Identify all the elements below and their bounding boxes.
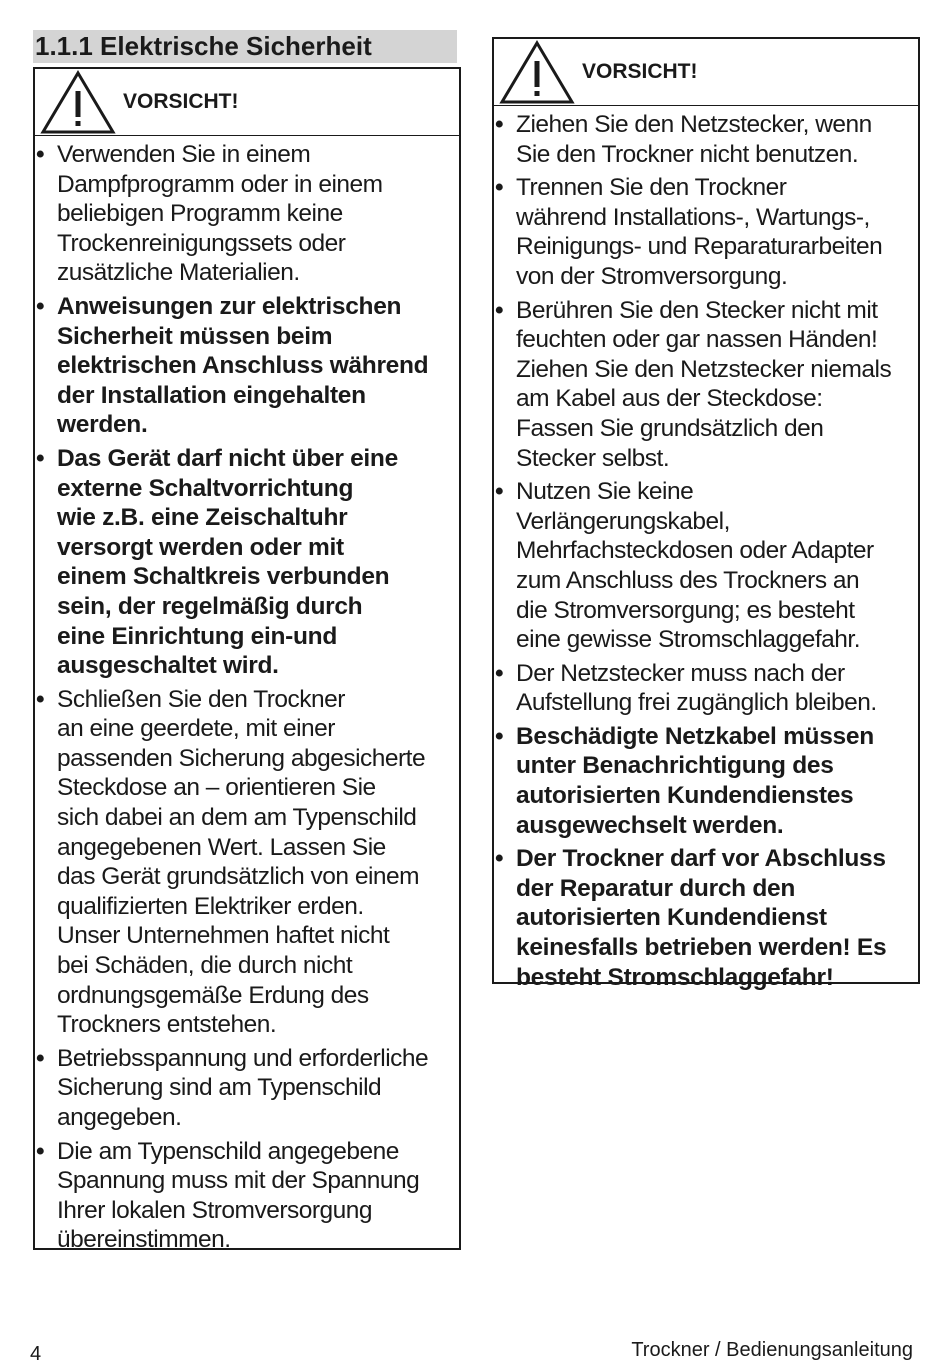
list-item-line: beliebigen Programm keine bbox=[57, 200, 343, 228]
list-item-line: Aufstellung frei zugänglich bleiben. bbox=[516, 689, 877, 717]
list-item-line: von der Stromversorgung. bbox=[516, 262, 788, 290]
list-item-line: einem Schaltkreis verbunden bbox=[57, 563, 390, 591]
warning-triangle-icon bbox=[39, 69, 117, 135]
bullet-icon: • bbox=[36, 1044, 45, 1072]
list-item-line: Die am Typenschild angegebene bbox=[57, 1137, 399, 1165]
list-item-line: Sie den Trockner nicht benutzen. bbox=[516, 140, 859, 168]
list-item-line: passenden Sicherung abgesicherte bbox=[57, 744, 426, 772]
caution-label: VORSICHT! bbox=[123, 90, 239, 113]
list-item-line: Fassen Sie grundsätzlich den bbox=[516, 414, 824, 442]
caution-list bbox=[494, 110, 918, 992]
list-item-line: Sicherung sind am Typenschild bbox=[57, 1074, 382, 1102]
list-item-line: Das Gerät darf nicht über eine bbox=[57, 444, 398, 472]
list-item-line: zum Anschluss des Trockners an bbox=[516, 566, 860, 594]
list-item bbox=[35, 685, 459, 1040]
list-item-line: ordnungsgemäße Erdung des bbox=[57, 981, 369, 1009]
list-item-line: der Installation eingehalten bbox=[57, 381, 366, 409]
list-item-line: qualifizierten Elektriker erden. bbox=[57, 892, 364, 920]
list-item-line: angegebenen Wert. Lassen Sie bbox=[57, 833, 386, 861]
list-item bbox=[35, 444, 459, 681]
list-item-line: werden. bbox=[57, 411, 148, 439]
list-item-line: sich dabei an dem am Typenschild bbox=[57, 804, 417, 832]
list-item bbox=[35, 292, 459, 440]
list-item-line: Verwenden Sie in einem bbox=[57, 141, 311, 168]
list-item-line: autorisierten Kundendienst bbox=[516, 904, 827, 932]
list-item-line: am Kabel aus der Steckdose: bbox=[516, 385, 823, 413]
list-item-line: Steckdose an – orientieren Sie bbox=[57, 774, 376, 802]
list-item bbox=[494, 173, 918, 291]
list-item bbox=[35, 140, 459, 288]
list-item-line: ausgeschaltet wird. bbox=[57, 652, 279, 680]
list-item-line: an eine geerdete, mit einer bbox=[57, 715, 335, 743]
list-item-line: unter Benachrichtigung des bbox=[516, 752, 834, 780]
list-item-line: die Stromversorgung; es besteht bbox=[516, 596, 855, 624]
list-item bbox=[494, 722, 918, 840]
list-item-line: Beschädigte Netzkabel müssen bbox=[516, 722, 874, 750]
list-item-line: Verlängerungskabel, bbox=[516, 507, 730, 535]
bullet-icon: • bbox=[495, 111, 504, 138]
list-item-line: Der Trockner darf vor Abschluss bbox=[516, 845, 886, 873]
list-item-line: Sicherheit müssen beim bbox=[57, 322, 333, 350]
list-item-line: Anweisungen zur elektrischen bbox=[57, 292, 402, 320]
list-item-line: versorgt werden oder mit bbox=[57, 533, 344, 561]
page-number: 4 bbox=[30, 1343, 42, 1365]
bullet-icon: • bbox=[495, 296, 504, 324]
list-item-line: elektrischen Anschluss während bbox=[57, 352, 429, 380]
list-item bbox=[35, 1044, 459, 1133]
list-item-line: Spannung muss mit der Spannung bbox=[57, 1167, 420, 1195]
list-item-line: Trockners entstehen. bbox=[57, 1011, 277, 1039]
bullet-icon: • bbox=[36, 292, 45, 320]
bullet-icon: • bbox=[36, 1137, 45, 1165]
list-item-line: Schließen Sie den Trockner bbox=[57, 685, 345, 713]
list-item-line: Mehrfachsteckdosen oder Adapter bbox=[516, 537, 874, 565]
list-item-line: Reinigungs- und Reparaturarbeiten bbox=[516, 233, 883, 261]
document-title: Trockner / Bedienungsanleitung bbox=[631, 1339, 913, 1361]
list-item bbox=[494, 659, 918, 718]
list-item bbox=[494, 844, 918, 992]
list-item-line: Trockenreinigungssets oder bbox=[57, 229, 346, 257]
bullet-icon: • bbox=[495, 478, 504, 506]
list-item-line: Dampfprogramm oder in einem bbox=[57, 170, 383, 198]
list-item-line: das Gerät grundsätzlich von einem bbox=[57, 863, 420, 891]
list-item-line: feuchten oder gar nassen Händen! bbox=[516, 326, 878, 354]
list-item-line: Ihrer lokalen Stromversorgung bbox=[57, 1196, 373, 1224]
bullet-icon: • bbox=[36, 685, 45, 713]
list-item-line: Der Netzstecker muss nach der bbox=[516, 659, 845, 687]
caution-box-right bbox=[492, 37, 920, 991]
list-item bbox=[494, 110, 918, 169]
caution-header bbox=[494, 39, 918, 106]
bullet-icon: • bbox=[495, 659, 504, 687]
list-item-line: der Reparatur durch den bbox=[516, 874, 795, 902]
caution-header bbox=[35, 69, 459, 136]
warning-triangle-icon bbox=[498, 39, 576, 105]
list-item-line: Betriebsspannung und erforderliche bbox=[57, 1044, 429, 1072]
list-item-line: wie z.B. eine Zeischaltuhr bbox=[57, 504, 348, 532]
list-item-line: sein, der regelmäßig durch bbox=[57, 592, 363, 620]
list-item-line: zusätzliche Materialien. bbox=[57, 259, 300, 287]
list-item-line: Nutzen Sie keine bbox=[516, 478, 694, 506]
list-item-line: eine Einrichtung ein-und bbox=[57, 622, 337, 650]
list-item-line: Trennen Sie den Trockner bbox=[516, 174, 787, 202]
list-item-line: bei Schäden, die durch nicht bbox=[57, 952, 353, 980]
list-item-line: Ziehen Sie den Netzstecker, wenn bbox=[516, 111, 872, 138]
bullet-icon: • bbox=[495, 722, 504, 750]
bullet-icon: • bbox=[36, 444, 45, 472]
list-item-line: keinesfalls betrieben werden! Es bbox=[516, 934, 887, 962]
list-item-line: Stecker selbst. bbox=[516, 444, 670, 472]
caution-list bbox=[35, 140, 459, 1255]
list-item bbox=[494, 477, 918, 655]
bullet-icon: • bbox=[36, 141, 45, 168]
caution-label: VORSICHT! bbox=[582, 60, 698, 83]
section-heading bbox=[33, 30, 457, 63]
list-item-line: übereinstimmen. bbox=[57, 1226, 231, 1254]
list-item-line: angegeben. bbox=[57, 1104, 182, 1131]
list-item-line: besteht Stromschlaggefahr! bbox=[516, 963, 834, 991]
section-heading-text: 1.1.1 Elektrische Sicherheit bbox=[35, 31, 372, 61]
list-item-line: Ziehen Sie den Netzstecker niemals bbox=[516, 355, 892, 383]
list-item-line: Unser Unternehmen haftet nicht bbox=[57, 922, 390, 950]
bullet-icon: • bbox=[495, 174, 504, 202]
list-item bbox=[35, 1137, 459, 1255]
list-item-line: während Installations-, Wartungs-, bbox=[516, 203, 870, 231]
list-item-line: externe Schaltvorrichtung bbox=[57, 474, 354, 502]
list-item bbox=[494, 296, 918, 474]
list-item-line: eine gewisse Stromschlaggefahr. bbox=[516, 626, 861, 654]
list-item-line: Berühren Sie den Stecker nicht mit bbox=[516, 296, 878, 324]
list-item-line: ausgewechselt werden. bbox=[516, 811, 784, 839]
caution-box-left bbox=[33, 67, 461, 1254]
bullet-icon: • bbox=[495, 845, 504, 873]
list-item-line: autorisierten Kundendienstes bbox=[516, 782, 854, 810]
